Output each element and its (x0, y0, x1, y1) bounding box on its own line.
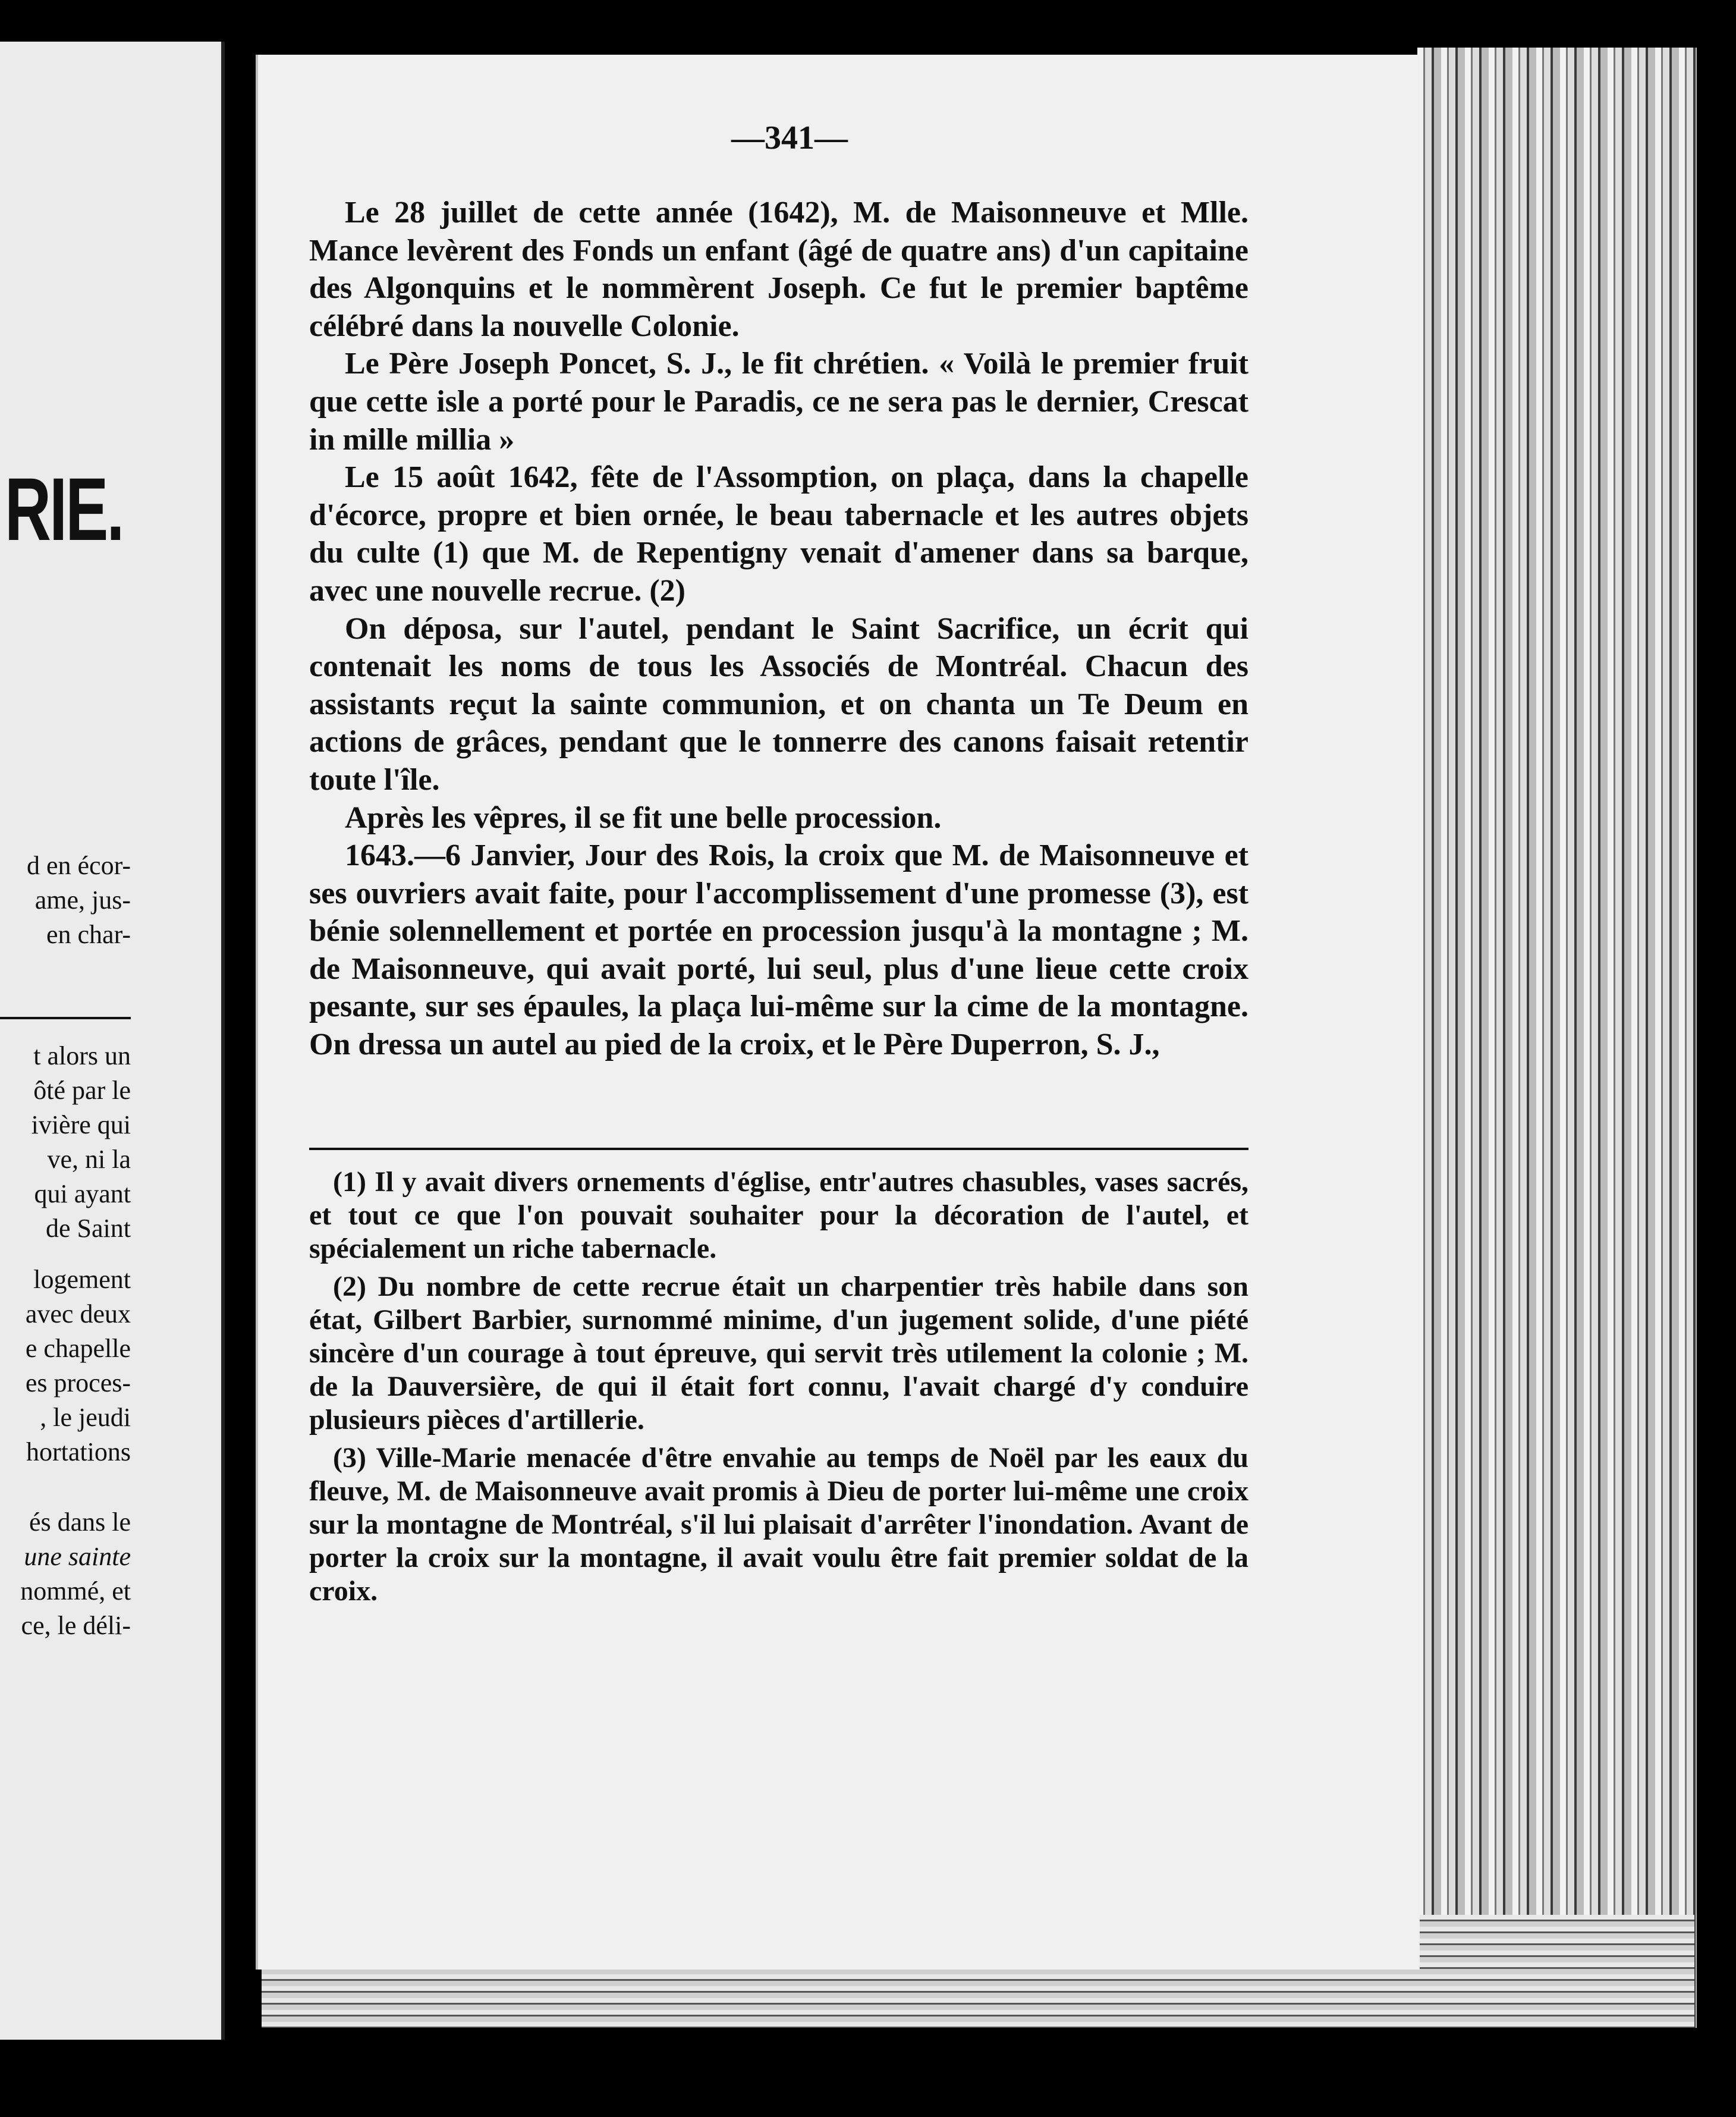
footnote: (2) Du nombre de cette recrue était un charpentier très habile dans son état, Gilbert Barbier, surnommé minime, d'un jugement solide, d'une piété sincère d'un courage à tout épreuve, qui servit très utilement la colonie ; M. de la Dauversière, de qui il était fort connu, l'avait chargé d'y conduire plusieurs pièces d'artillerie. (309, 1271, 1248, 1436)
footnotes (309, 1166, 1248, 1613)
page-body (309, 194, 1248, 1064)
paragraph: 1643.—6 Janvier, Jour des Rois, la croix que M. de Maisonneuve et ses ouvriers avait faite, pour l'accomplissement d'une promesse (3), est bénie solennellement et portée en procession jusqu'à la montagne ; M. de Maisonneuve, qui avait porté, lui seul, plus d'une lieue cette croix pesante, sur ses épaules, la plaça lui-même sur la cime de la montagne. On dressa un autel au pied de la croix, et le Père Duperron, S. J., (309, 838, 1248, 1062)
left-page-line: ce, le déli- (21, 1611, 131, 1640)
page-number: —341— (731, 120, 848, 156)
left-page-line: ivière qui (31, 1110, 131, 1139)
paragraph: Le Père Joseph Poncet, S. J., le fit chrétien. « Voilà le premier fruit que cette isle a porté pour le Paradis, ce ne sera pas le dernier, Crescat in mille millia » (309, 347, 1248, 457)
left-page-line: , le jeudi (40, 1403, 131, 1432)
left-page-line: en char- (46, 920, 131, 949)
left-page-line: hortations (26, 1437, 131, 1466)
paragraph: Après les vêpres, il se fit une belle procession. (345, 800, 942, 835)
left-page-line: avec deux (25, 1299, 131, 1328)
book-page-edges-right (1417, 48, 1697, 2028)
left-page-line: logement (33, 1265, 131, 1294)
left-page-line: ame, jus- (34, 885, 131, 915)
footnote-rule (309, 1148, 1248, 1150)
paragraph: On déposa, sur l'autel, pendant le Saint Sacrifice, un écrit qui contenait les noms de tous les Associés de Montréal. Chacun des assistants reçut la sainte communion, et on chanta un Te Deum en actions de grâces, pendant que le tonnerre des canons faisait retentir toute l'île. (309, 611, 1248, 797)
left-facing-page (0, 42, 225, 2040)
left-page-line: de Saint (46, 1214, 131, 1243)
footnote: (1) Il y avait divers ornements d'église, entr'autres chasubles, vases sacrés, et tout ce que l'on pouvait souhaiter pour la décoration de l'autel, et spécialement un riche tabernacle. (309, 1166, 1248, 1264)
footnote: (3) Ville-Marie menacée d'être envahie au temps de Noël par les eaux du fleuve, M. de Maisonneuve avait promis à Dieu de porter lui-même une croix sur la montagne de Montréal, s'il lui plaisait d'arrêter l'inondation. Avant de porter la croix sur la montagne, il avait voulu être fait premier soldat de la croix. (309, 1442, 1248, 1607)
left-page-heading-fragment: RIE. (5, 459, 123, 559)
left-page-line: une sainte (24, 1542, 131, 1571)
left-page-footnote-rule (0, 1017, 131, 1019)
left-page-line: t alors un (33, 1041, 131, 1070)
left-page-line: ve, ni la (47, 1145, 131, 1174)
left-page-line: qui ayant (34, 1179, 131, 1208)
paragraph: Le 28 juillet de cette année (1642), M. de Maisonneuve et Mlle. Mance levèrent des Fonds un enfant (âgé de quatre ans) d'un capitaine des Algonquins et le nommèrent Joseph. Ce fut le premier baptême célébré dans la nouvelle Colonie. (309, 196, 1248, 343)
left-page-line: nommé, et (20, 1576, 131, 1606)
left-page-line: és dans le (29, 1507, 131, 1537)
paragraph: Le 15 août 1642, fête de l'Assomption, on plaça, dans la chapelle d'écorce, propre et bien ornée, le beau tabernacle et les autres objets du culte (1) que M. de Repentigny venait d'amener dans sa barque, avec une nouvelle recrue. (2) (309, 460, 1248, 608)
left-page-line: e chapelle (25, 1334, 131, 1363)
left-page-line: es proces- (25, 1368, 131, 1397)
left-page-line: d en écor- (26, 851, 131, 880)
left-page-line: ôté par le (33, 1076, 131, 1105)
